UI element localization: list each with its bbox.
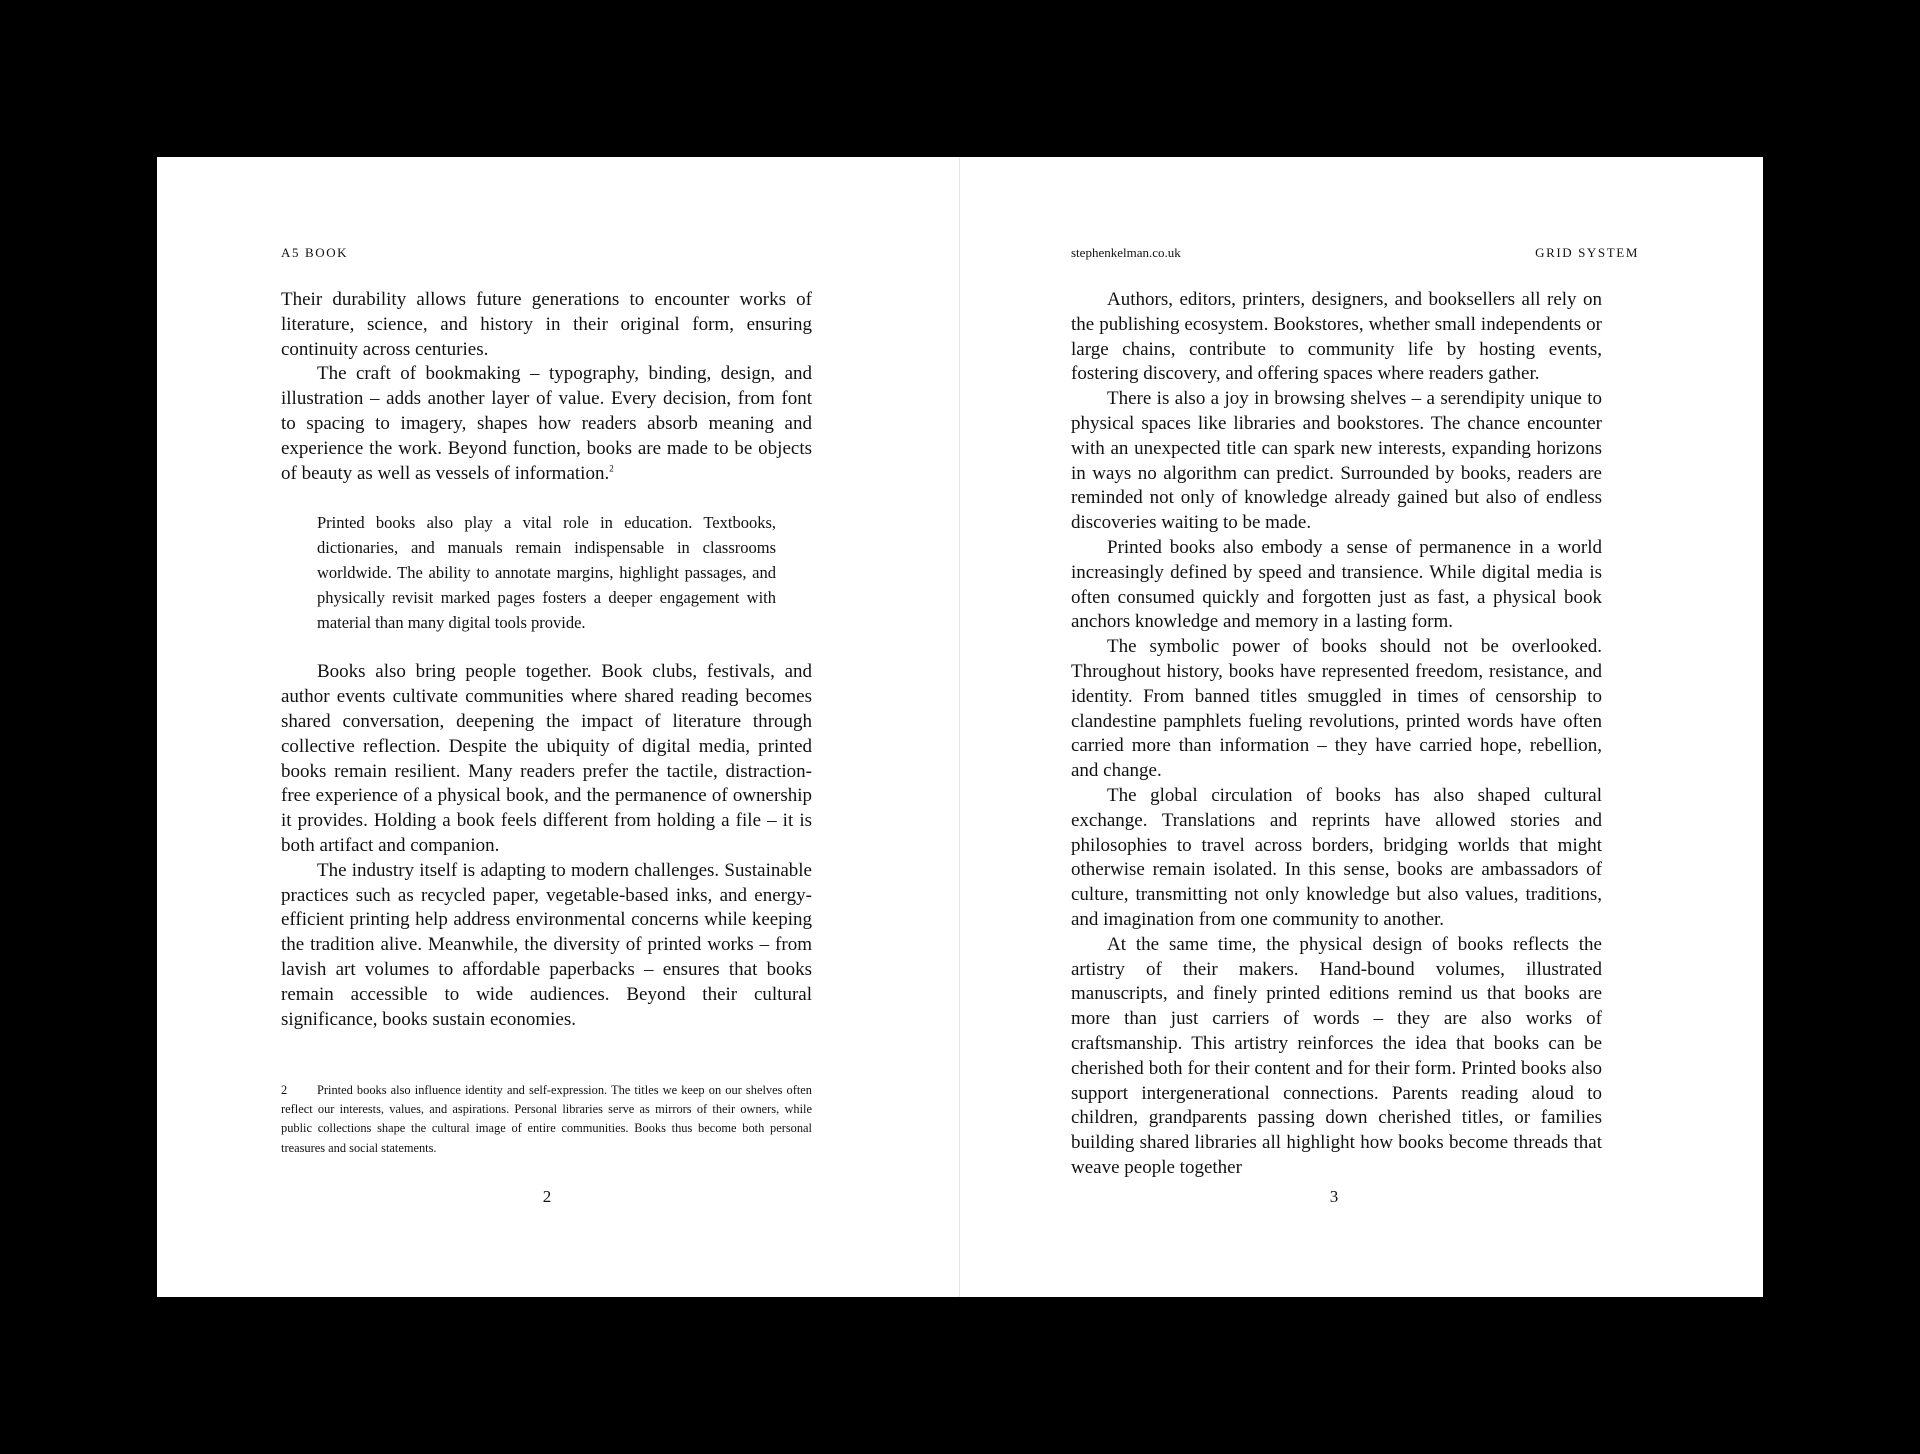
body-paragraph: Books also bring people together. Book clubs, festivals, and author events cultivate communities where shared reading becomes shared conversation, deepening the impact of literature through collective reflection. Despite the ubiquity of digital media, printed books remain resilient. Many readers prefer the tactile, distraction-free experience of a physical book, and the permanence of ownership it provides. Holding a book feels different from holding a file – it is both artifact and companion. — [281, 661, 812, 856]
block-quote: Printed books also play a vital role in education. Textbooks, dictionaries, and manuals remain indispensable in classrooms worldwide. The ability to annotate margins, highlight passages, and physically revisit marked pages fosters a deeper engagement with material than many digital tools provide. — [317, 513, 776, 632]
left-page — [157, 157, 960, 1297]
running-head-right: GRID SYSTEM — [1535, 245, 1639, 260]
body-paragraph-with-footnote — [281, 362, 812, 486]
footnote-reference: 2 — [609, 463, 614, 474]
body-paragraph: Their durability allows future generations to encounter works of literature, science, and history in their original form, ensuring continuity across centuries. — [281, 289, 812, 360]
running-url: stephenkelman.co.uk — [1071, 245, 1181, 260]
footnote — [281, 1081, 812, 1158]
right-page — [960, 157, 1763, 1297]
body-paragraph: The industry itself is adapting to modern challenges. Sustainable practices such as recycled paper, vegetable-based inks, and energy-efficient printing help address environmental concerns while keeping the tradition alive. Meanwhile, the diversity of printed works – from lavish art volumes to affordable paperbacks – ensures that books remain accessible to wide audiences. Beyond their cultural significance, books sustain economies. — [281, 859, 812, 1030]
running-head-left: A5 BOOK — [281, 245, 349, 260]
footnote-text: Printed books also influence identity and self-expression. The titles we keep on our shelves often reflect our interests, values, and aspirations. Personal libraries serve as mirrors of their owners, while public collections shape the cultural image of entire communities. Books thus become both personal treasures and social statements. — [281, 1083, 812, 1155]
book-spread — [157, 157, 1763, 1297]
body-paragraph: At the same time, the physical design of books reflects the artistry of their makers. Hand-bound volumes, illustrated manuscripts, and finely printed editions remind us that books are more than just carriers of words – they are also works of craftsmanship. This artistry reinforces the idea that books can be cherished both for their content and for their form. Printed books also support intergenerational connections. Parents reading aloud to children, grandparents passing down cherished titles, or families building shared libraries all highlight how books become threads that weave people together — [1071, 933, 1602, 1178]
footnote-number: 2 — [281, 1083, 288, 1097]
body-paragraph: Authors, editors, printers, designers, and booksellers all rely on the publishing ecosystem. Bookstores, whether small independents or large chains, contribute to community life by hosting events, fostering discovery, and offering spaces where readers gather. — [1071, 289, 1602, 385]
right-body-text — [1071, 288, 1602, 1181]
page-number-left: 2 — [542, 1187, 552, 1206]
body-paragraph: There is also a joy in browsing shelves – a serendipity unique to physical spaces like libraries and bookstores. The chance encounter with an unexpected title can spark new interests, expanding horizons in ways no algorithm can predict. Surrounded by books, readers are reminded not only of knowledge already gained but also of endless discoveries waiting to be made. — [1071, 388, 1602, 534]
body-paragraph: The global circulation of books has also shaped cultural exchange. Translations and reprints have allowed stories and philosophies to travel across borders, bridging worlds that might otherwise remain isolated. In this sense, books are ambassadors of culture, transmitting not only knowledge but also values, traditions, and imagination from one community to another. — [1071, 784, 1602, 930]
page-number-right: 3 — [1329, 1187, 1339, 1206]
body-paragraph: The symbolic power of books should not be overlooked. Throughout history, books have represented freedom, resistance, and identity. From banned titles smuggled in times of censorship to clandestine pamphlets fueling revolutions, printed words have often carried more than information – they have carried hope, rebellion, and change. — [1071, 636, 1602, 782]
paragraph-text: The craft of bookmaking – typography, binding, design, and illustration – adds another layer of value. Every decision, from font to spacing to imagery, shapes how readers absorb meaning and experience the work. Beyond function, books are made to be objects of beauty as well as vessels of information. — [281, 363, 812, 484]
body-paragraph: Printed books also embody a sense of permanence in a world increasingly defined by speed and transience. While digital media is often consumed quickly and forgotten just as fast, a physical book anchors knowledge and memory in a lasting form. — [1071, 536, 1602, 633]
left-body-text — [281, 288, 812, 1032]
